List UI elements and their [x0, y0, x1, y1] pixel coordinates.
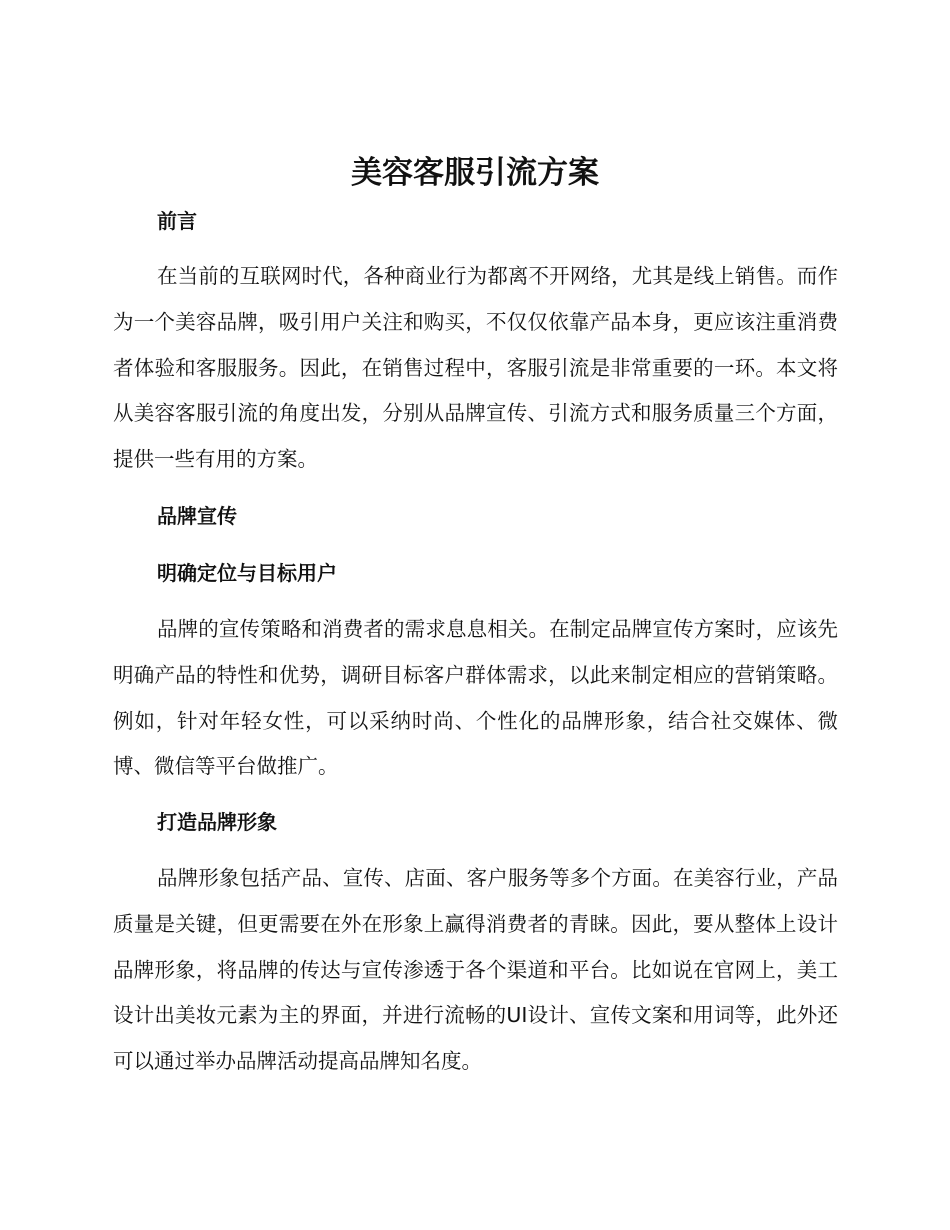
paragraph-positioning: 品牌的宣传策略和消费者的需求息息相关。在制定品牌宣传方案时，应该先明确产品的特性和优势，调研目标客户群体需求，以此来制定相应的营销策略。例如，针对年轻女性，可以采纳时尚、个性化的品牌形象，结合社交媒体、微博、微信等平台做推广。	[113, 617, 838, 779]
paragraph-brand-image: 品牌形象包括产品、宣传、店面、客户服务等多个方面。在美容行业，产品质量是关键，但更需要在外在形象上赢得消费者的青睐。因此，要从整体上设计品牌形象，将品牌的传达与宣传渗透于各个渠道和平台。比如说在官网上，美工设计出美妆元素为主的界面，并进行流畅的UI设计、宣传文案和用词等，此外还可以通过举办品牌活动提高品牌知名度。	[113, 866, 838, 1074]
section-heading-positioning: 明确定位与目标用户	[157, 561, 337, 585]
paragraph-preface: 在当前的互联网时代，各种商业行为都离不开网络，尤其是线上销售。而作为一个美容品牌，吸引用户关注和购买，不仅仅依靠产品本身，更应该注重消费者体验和客服服务。因此，在销售过程中，客服引流是非常重要的一环。本文将从美容客服引流的角度出发，分别从品牌宣传、引流方式和服务质量三个方面，提供一些有用的方案。	[113, 264, 838, 472]
document-title: 美容客服引流方案	[351, 155, 599, 191]
section-heading-brand-promotion: 品牌宣传	[157, 504, 237, 528]
section-heading-preface: 前言	[157, 209, 197, 233]
section-heading-brand-image: 打造品牌形象	[157, 810, 277, 834]
